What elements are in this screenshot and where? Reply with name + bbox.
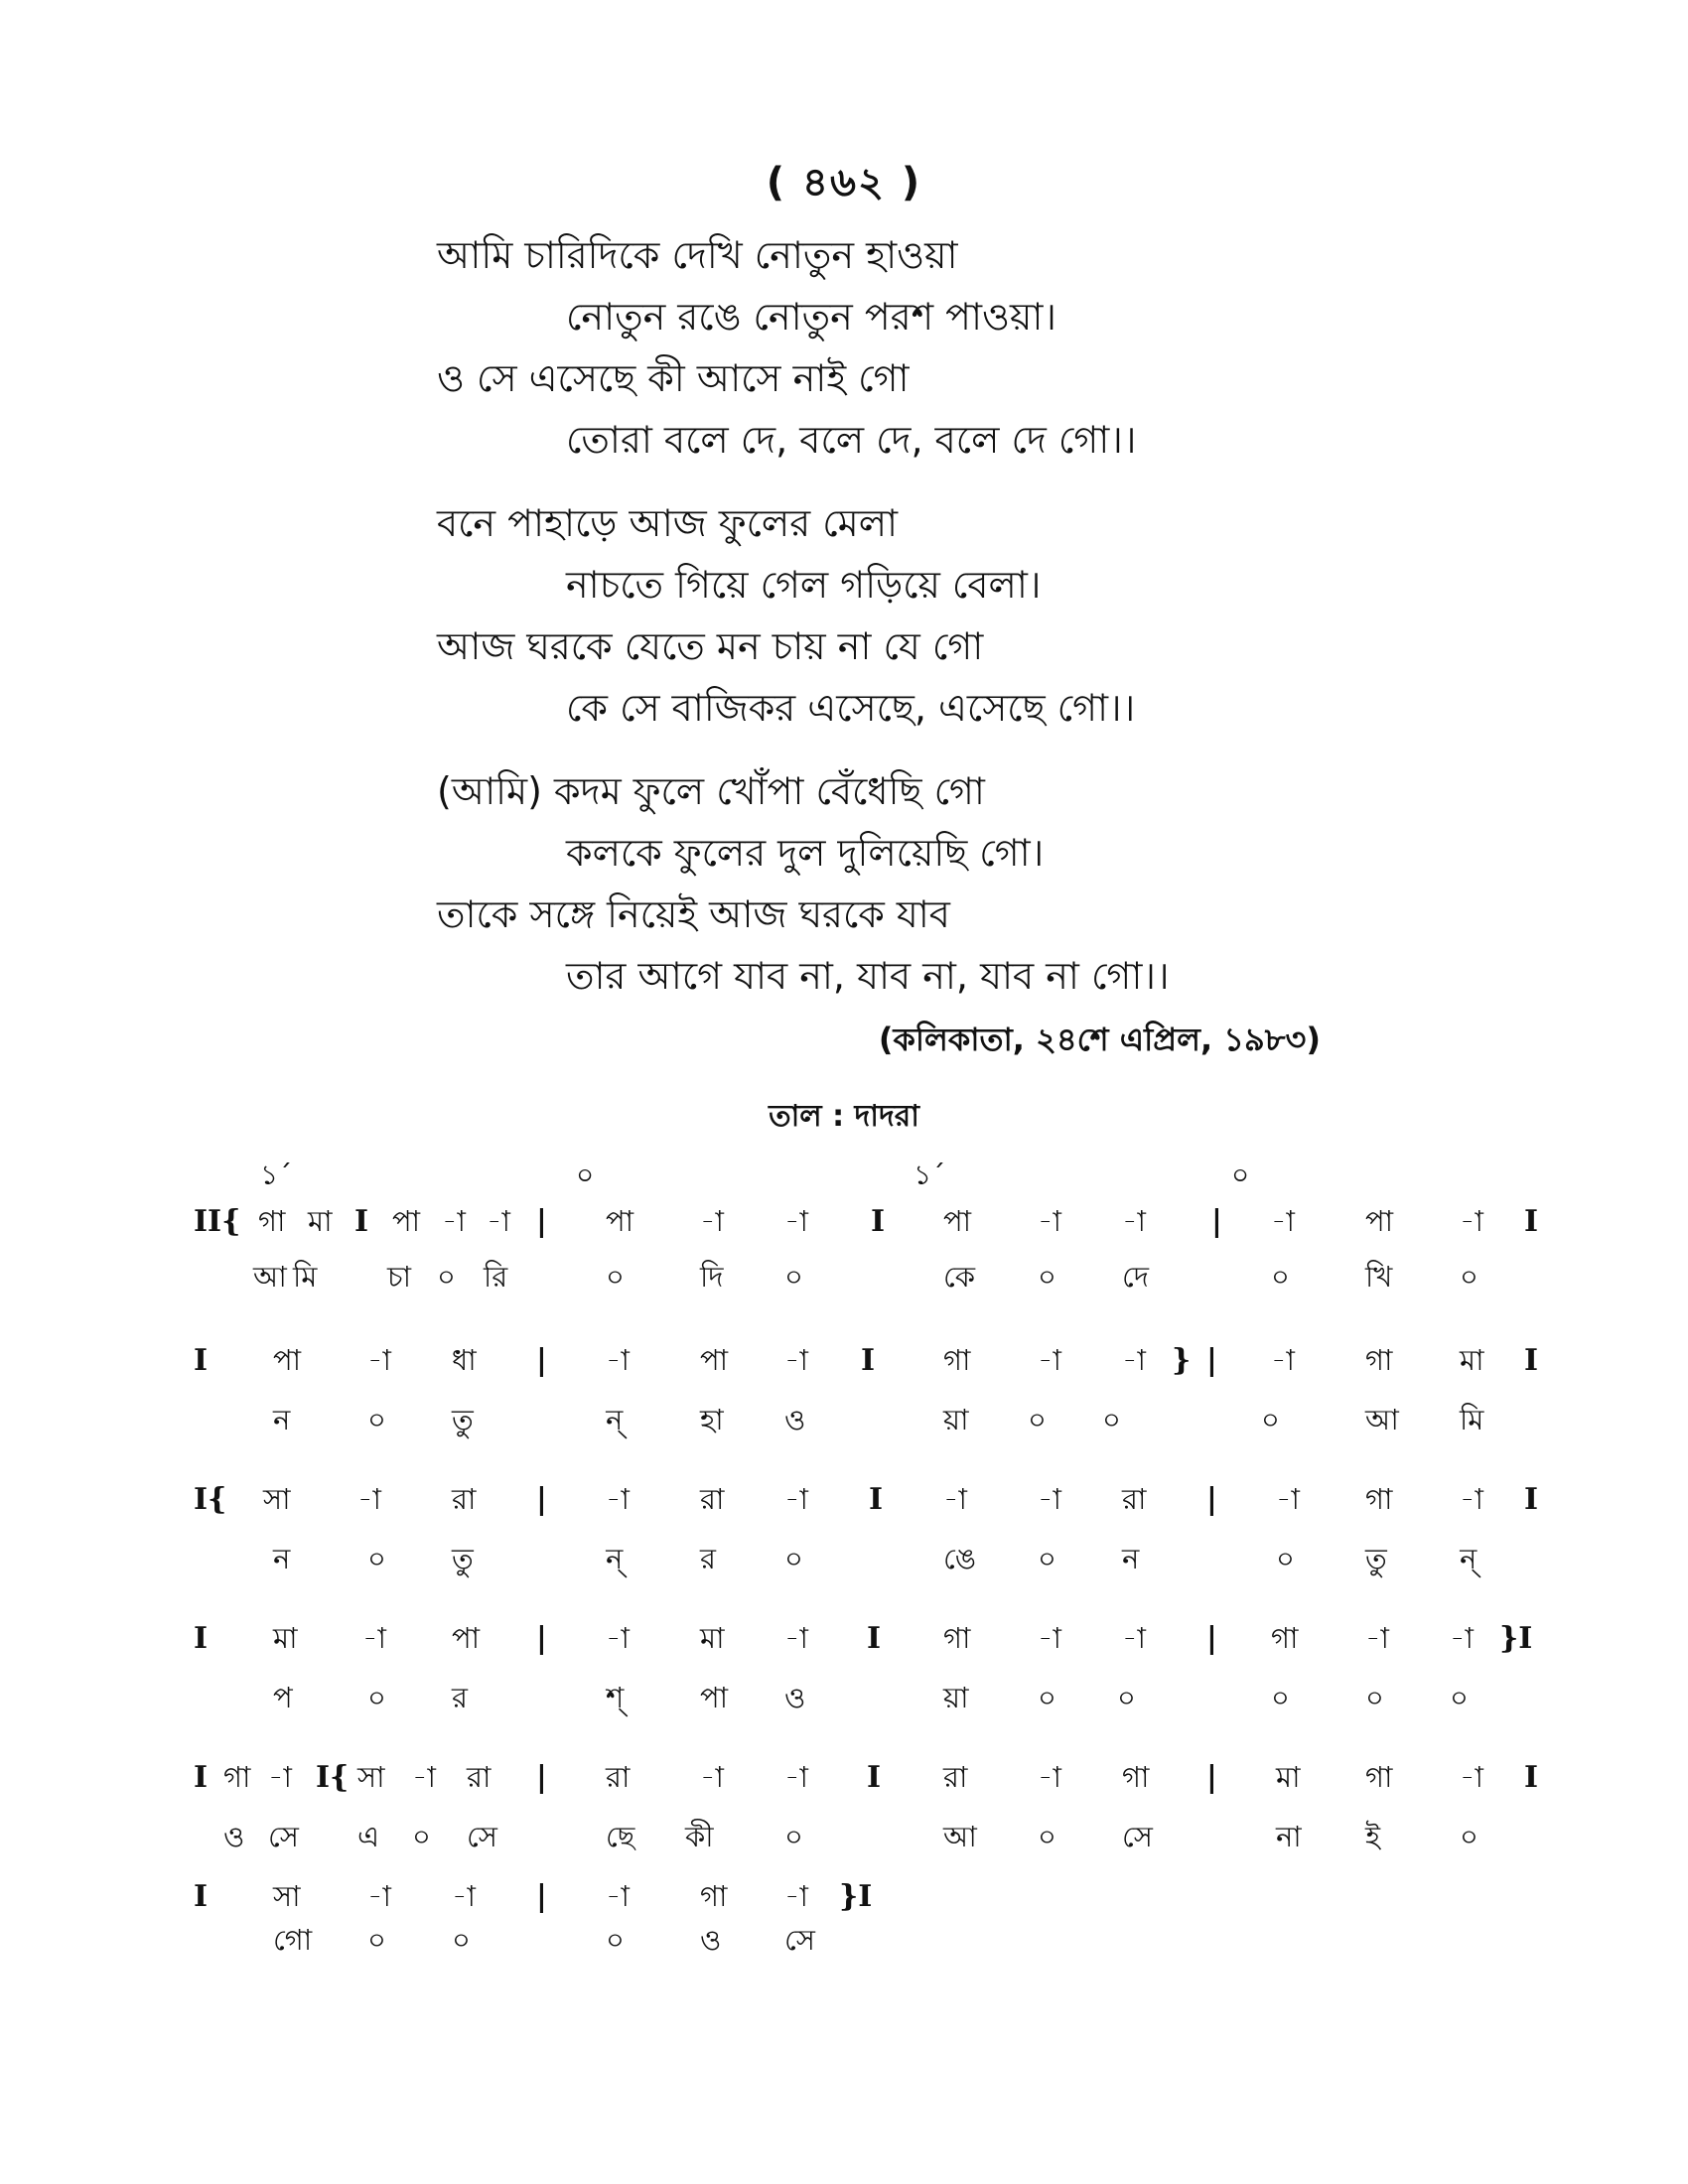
lyric-syllable: ০: [1102, 1403, 1121, 1436]
notation-symbol: -া: [606, 1879, 630, 1913]
notation-symbol: রা: [606, 1760, 631, 1794]
lyric-syllable: আ: [253, 1260, 287, 1294]
notation-symbol: -া: [784, 1879, 808, 1913]
lyric-syllable: দি: [700, 1260, 724, 1294]
lyric-syllable: ০: [1117, 1681, 1136, 1714]
beat-marker: ০: [576, 1159, 595, 1191]
lyric-syllable: ০: [1261, 1403, 1280, 1436]
lyric-syllable: খি: [1365, 1260, 1393, 1294]
notation-symbol: -া: [784, 1760, 808, 1794]
bar-line: |: [1206, 1343, 1217, 1378]
lyric-line: তাকে সঙ্গে নিয়েই আজ ঘরকে যাব: [437, 892, 950, 936]
lyric-syllable: ০: [452, 1923, 471, 1957]
lyric-syllable: মি: [293, 1260, 318, 1294]
lyric-syllable: সে: [784, 1923, 815, 1957]
notation-symbol: -া: [1038, 1343, 1061, 1377]
lyric-line: তোরা বলে দে, বলে দে, বলে দে গো।।: [566, 418, 1137, 462]
lyric-syllable: সে: [268, 1820, 299, 1853]
notation-symbol: -া: [367, 1343, 391, 1377]
lyric-syllable: আ: [1365, 1403, 1399, 1436]
bar-line: I: [867, 1621, 882, 1656]
lyric-syllable: ০: [1271, 1260, 1290, 1294]
lyric-line: কে সে বাজিকর এসেছে, এসেছে গো।।: [566, 686, 1136, 730]
bar-line: I{: [194, 1482, 227, 1517]
lyric-syllable: ও: [223, 1820, 245, 1853]
lyric-line: আমি চারিদিকে দেখি নোতুন হাওয়া: [437, 233, 958, 277]
notation-symbol: মা: [308, 1204, 333, 1238]
bar-line: I: [194, 1879, 209, 1914]
notation-symbol: পা: [452, 1621, 481, 1655]
lyric-syllable: প: [273, 1681, 293, 1714]
tal-label: তাল : দাদরা: [769, 1099, 919, 1134]
bar-line: I: [867, 1760, 882, 1795]
beat-marker: ১´: [260, 1159, 293, 1191]
lyric-syllable: ন্: [606, 1403, 624, 1436]
lyric-syllable: তু: [452, 1542, 474, 1575]
bar-line: I: [1524, 1343, 1539, 1378]
lyric-syllable: কী: [685, 1820, 714, 1853]
bar-line: I: [194, 1343, 209, 1378]
notation-symbol: -া: [606, 1482, 630, 1516]
lyric-syllable: ন: [273, 1542, 291, 1575]
beat-marker: ০: [1231, 1159, 1250, 1191]
lyric-syllable: শ্: [606, 1681, 625, 1714]
notation-symbol: -া: [452, 1879, 476, 1913]
lyric-line: কলকে ফুলের দুল দুলিয়েছি গো।: [566, 831, 1045, 875]
notation-symbol: -া: [362, 1621, 386, 1655]
notation-symbol: গা: [223, 1760, 251, 1794]
lyric-syllable: আ: [943, 1820, 977, 1853]
lyric-syllable: ন: [1122, 1542, 1140, 1575]
lyric-syllable: চা: [387, 1260, 412, 1294]
notation-symbol: -া: [700, 1760, 724, 1794]
lyric-syllable: ও: [700, 1923, 722, 1957]
lyric-syllable: ০: [1028, 1403, 1047, 1436]
notation-symbol: রা: [700, 1482, 725, 1516]
lyric-syllable: ও: [784, 1403, 806, 1436]
notation-symbol: মা: [1460, 1343, 1484, 1377]
notation-symbol: -া: [1122, 1343, 1146, 1377]
bar-line: |: [1211, 1204, 1222, 1239]
notation-symbol: সা: [273, 1879, 301, 1913]
lyric-syllable: কে: [943, 1260, 976, 1294]
notation-symbol: গা: [943, 1621, 971, 1655]
lyric-syllable: ০: [1276, 1542, 1295, 1575]
lyric-syllable: ০: [367, 1542, 386, 1575]
notation-symbol: পা: [392, 1204, 421, 1238]
bar-line: |: [1206, 1621, 1217, 1656]
notation-symbol: -া: [1460, 1760, 1483, 1794]
notation-symbol: -া: [700, 1204, 724, 1238]
notation-symbol: -া: [367, 1879, 391, 1913]
lyric-syllable: ০: [367, 1923, 386, 1957]
lyric-line: তার আগে যাব না, যাব না, যাব না গো।।: [566, 954, 1170, 998]
bar-line: I{: [316, 1760, 350, 1795]
beat-marker: ১´: [914, 1159, 946, 1191]
lyric-syllable: ন্: [606, 1542, 624, 1575]
lyric-syllable: র: [700, 1542, 716, 1575]
lyric-syllable: তু: [1365, 1542, 1387, 1575]
lyric-syllable: ০: [1460, 1820, 1478, 1853]
bar-line: |: [536, 1343, 547, 1378]
lyric-syllable: ০: [1365, 1681, 1384, 1714]
notation-symbol: -া: [943, 1482, 967, 1516]
bar-line: }I: [839, 1879, 873, 1914]
page-number: ( ৪৬২ ): [766, 160, 922, 205]
notation-symbol: গা: [1365, 1343, 1393, 1377]
notation-symbol: -া: [357, 1482, 381, 1516]
notation-symbol: -া: [784, 1343, 808, 1377]
lyric-syllable: ০: [1450, 1681, 1469, 1714]
lyric-syllable: য়া: [943, 1681, 969, 1714]
lyric-syllable: ০: [1460, 1260, 1478, 1294]
lyric-syllable: ই: [1365, 1820, 1381, 1853]
notation-symbol: -া: [784, 1621, 808, 1655]
lyric-syllable: ০: [437, 1260, 456, 1294]
bar-line: I: [194, 1760, 209, 1795]
notation-symbol: গা: [1365, 1760, 1393, 1794]
lyric-line: আজ ঘরকে যেতে মন চায় না যে গো: [437, 624, 984, 668]
lyric-syllable: গো: [273, 1923, 313, 1957]
bar-line: II{: [194, 1204, 241, 1239]
lyric-line: নোতুন রঙে নোতুন পরশ পাওয়া।: [566, 295, 1056, 339]
lyric-line: নাচতে গিয়ে গেল গড়িয়ে বেলা।: [566, 563, 1042, 607]
lyric-syllable: ছে: [606, 1820, 635, 1853]
notation-symbol: রা: [1122, 1482, 1147, 1516]
notation-symbol: -া: [1038, 1482, 1061, 1516]
notation-symbol: সা: [263, 1482, 291, 1516]
notation-symbol: -া: [606, 1343, 630, 1377]
bar-line: }: [1172, 1343, 1192, 1378]
notation-symbol: ধা: [452, 1343, 477, 1377]
notation-symbol: গা: [943, 1343, 971, 1377]
notation-symbol: -া: [1365, 1621, 1389, 1655]
notation-symbol: -া: [1271, 1204, 1295, 1238]
bar-line: I: [1524, 1482, 1539, 1517]
notation-symbol: -া: [268, 1760, 292, 1794]
notation-symbol: -া: [1460, 1204, 1483, 1238]
lyric-syllable: রি: [484, 1260, 508, 1294]
lyric-line: (আমি) কদম ফুলে খোঁপা বেঁধেছি গো: [437, 769, 985, 813]
notation-symbol: পা: [700, 1343, 729, 1377]
bar-line: |: [536, 1621, 547, 1656]
bar-line: |: [536, 1879, 547, 1914]
lyric-syllable: ন: [273, 1403, 291, 1436]
lyric-syllable: ০: [1271, 1681, 1290, 1714]
bar-line: I: [871, 1204, 886, 1239]
notation-symbol: রা: [943, 1760, 968, 1794]
notation-symbol: -া: [1460, 1482, 1483, 1516]
lyric-syllable: ০: [606, 1260, 625, 1294]
notation-symbol: -া: [487, 1204, 510, 1238]
lyric-syllable: ঙে: [943, 1542, 977, 1575]
bar-line: |: [536, 1482, 547, 1517]
notation-symbol: -া: [1038, 1204, 1061, 1238]
lyric-syllable: সে: [1122, 1820, 1153, 1853]
notation-symbol: রা: [452, 1482, 477, 1516]
notation-symbol: গা: [258, 1204, 286, 1238]
notation-symbol: -া: [1450, 1621, 1474, 1655]
bar-line: I: [1524, 1760, 1539, 1795]
notation-symbol: -া: [1038, 1621, 1061, 1655]
notation-symbol: মা: [700, 1621, 725, 1655]
bar-line: I: [354, 1204, 369, 1239]
notation-symbol: মা: [1276, 1760, 1301, 1794]
bar-line: |: [1206, 1760, 1217, 1795]
notation-symbol: -া: [412, 1760, 436, 1794]
lyric-syllable: ০: [784, 1820, 803, 1853]
lyric-syllable: র: [452, 1681, 468, 1714]
bar-line: I: [194, 1621, 209, 1656]
lyric-syllable: হা: [700, 1403, 724, 1436]
lyric-syllable: সে: [467, 1820, 497, 1853]
notation-symbol: সা: [357, 1760, 385, 1794]
notation-symbol: গা: [1122, 1760, 1150, 1794]
notation-symbol: -া: [1276, 1482, 1300, 1516]
notation-symbol: পা: [943, 1204, 972, 1238]
lyric-syllable: ন্: [1460, 1542, 1477, 1575]
notation-symbol: গা: [700, 1879, 728, 1913]
lyric-line: ও সে এসেছে কী আসে নাই গো: [437, 356, 910, 400]
lyric-syllable: ০: [606, 1923, 625, 1957]
lyric-syllable: ০: [367, 1403, 386, 1436]
notation-symbol: পা: [1365, 1204, 1394, 1238]
bar-line: I: [1524, 1204, 1539, 1239]
lyric-syllable: দে: [1122, 1260, 1150, 1294]
bar-line: I: [861, 1343, 876, 1378]
bar-line: }I: [1499, 1621, 1533, 1656]
lyric-syllable: ০: [1038, 1260, 1056, 1294]
notation-symbol: -া: [784, 1482, 808, 1516]
lyric-syllable: ০: [412, 1820, 431, 1853]
lyric-syllable: ০: [367, 1681, 386, 1714]
lyric-syllable: পা: [700, 1681, 729, 1714]
notation-symbol: -া: [784, 1204, 808, 1238]
bar-line: |: [536, 1760, 547, 1795]
lyric-syllable: মি: [1460, 1403, 1484, 1436]
notation-symbol: -া: [606, 1621, 630, 1655]
notation-symbol: -া: [1122, 1204, 1146, 1238]
lyric-syllable: ০: [1038, 1542, 1056, 1575]
lyric-syllable: তু: [452, 1403, 474, 1436]
bar-line: |: [536, 1204, 547, 1239]
notation-symbol: -া: [1038, 1760, 1061, 1794]
bar-line: I: [869, 1482, 884, 1517]
lyric-syllable: এ: [357, 1820, 380, 1853]
lyric-syllable: ০: [784, 1542, 803, 1575]
bar-line: |: [1206, 1482, 1217, 1517]
notation-symbol: -া: [1122, 1621, 1146, 1655]
lyric-syllable: য়া: [943, 1403, 969, 1436]
notation-symbol: -া: [1271, 1343, 1295, 1377]
place-date: (কলিকাতা, ২৪শে এপ্রিল, ১৯৮৩): [878, 1021, 1321, 1058]
notation-symbol: গা: [1365, 1482, 1393, 1516]
notation-symbol: গা: [1271, 1621, 1299, 1655]
lyric-syllable: না: [1276, 1820, 1302, 1853]
notation-symbol: রা: [467, 1760, 492, 1794]
notation-symbol: পা: [606, 1204, 634, 1238]
notation-symbol: মা: [273, 1621, 298, 1655]
lyric-syllable: ০: [1038, 1820, 1056, 1853]
lyric-line: বনে পাহাড়ে আজ ফুলের মেলা: [437, 501, 899, 545]
notation-symbol: -া: [442, 1204, 466, 1238]
notation-symbol: পা: [273, 1343, 302, 1377]
lyric-syllable: ০: [784, 1260, 803, 1294]
lyric-syllable: ও: [784, 1681, 806, 1714]
lyric-syllable: ০: [1038, 1681, 1056, 1714]
